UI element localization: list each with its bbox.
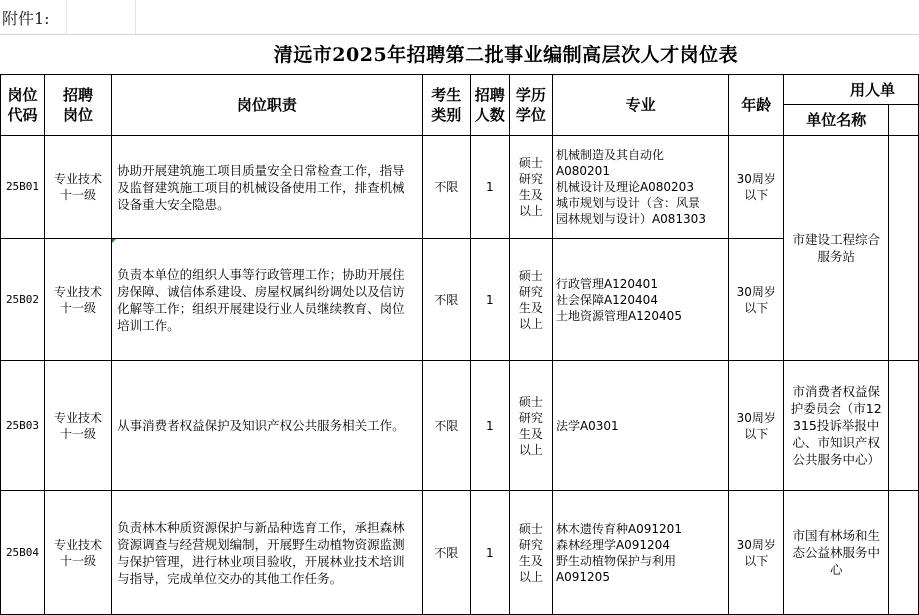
candidate-type: 不限 <box>422 239 470 361</box>
post-level: 专业技术 十一级 <box>45 491 112 615</box>
education: 硕士 研究 生及 以上 <box>509 239 552 361</box>
sheet-gridline <box>66 0 67 34</box>
header-post: 招聘 岗位 <box>45 75 112 136</box>
major-list: 行政管理A120401 社会保障A120404 土地资源管理A120405 <box>552 239 728 361</box>
duty-text: 负责本单位的组织人事等行政管理工作；协助开展住房保障、诚信体系建设、房屋权属纠纷调处以及信访化解等工作；组织开展建设行业人员继续教育、岗位培训工作。 <box>112 239 423 361</box>
sheet-gridline <box>0 34 919 35</box>
headcount: 1 <box>470 239 509 361</box>
positions-table <box>0 74 919 615</box>
age-limit: 30周岁 以下 <box>729 361 784 491</box>
unit-name: 市消费者权益保护委员会（市12315投诉举报中心、市知识产权公共服务中心） <box>784 361 889 491</box>
header-code: 岗位 代码 <box>1 75 45 136</box>
position-code: 25B04 <box>1 491 45 615</box>
position-code: 25B02 <box>1 239 45 361</box>
table-row <box>1 136 919 239</box>
table-row <box>1 239 919 361</box>
age-limit: 30周岁 以下 <box>729 239 784 361</box>
header-extra <box>889 105 919 136</box>
major-list: 机械制造及其自动化 A080201 机械设计及理论A080203 城市规划与设计（含：风景 园林规划与设计）A081303 <box>552 136 728 239</box>
extra-cell <box>889 491 919 615</box>
candidate-type: 不限 <box>422 491 470 615</box>
extra-cell <box>889 361 919 491</box>
age-limit: 30周岁 以下 <box>729 136 784 239</box>
extra-cell <box>889 136 919 361</box>
headcount: 1 <box>470 136 509 239</box>
major-list: 法学A0301 <box>552 361 728 491</box>
age-limit: 30周岁 以下 <box>729 491 784 615</box>
post-level: 专业技术 十一级 <box>45 239 112 361</box>
post-level: 专业技术 十一级 <box>45 136 112 239</box>
table-row <box>1 361 919 491</box>
header-unit-name: 单位名称 <box>784 105 889 136</box>
comment-marker-icon <box>112 239 116 243</box>
education: 硕士 研究 生及 以上 <box>509 491 552 615</box>
table-row <box>1 491 919 615</box>
header-employer: 用人单 <box>784 75 919 105</box>
header-candidate-type: 考生 类别 <box>422 75 470 136</box>
candidate-type: 不限 <box>422 136 470 239</box>
position-code: 25B01 <box>1 136 45 239</box>
duty-text: 协助开展建筑施工项目质量安全日常检查工作，指导及监督建筑施工项目的机械设备使用工作，排查机械设备重大安全隐患。 <box>112 136 423 239</box>
header-duty: 岗位职责 <box>112 75 423 136</box>
headcount: 1 <box>470 361 509 491</box>
attachment-label: 附件1: <box>2 9 50 28</box>
header-count: 招聘 人数 <box>470 75 509 136</box>
header-education: 学历 学位 <box>509 75 552 136</box>
position-code: 25B03 <box>1 361 45 491</box>
candidate-type: 不限 <box>422 361 470 491</box>
education: 硕士 研究 生及 以上 <box>509 361 552 491</box>
major-list: 林木遗传育种A091201 森林经理学A091204 野生动植物保护与利用 A091205 <box>552 491 728 615</box>
duty-text: 从事消费者权益保护及知识产权公共服务相关工作。 <box>112 361 423 491</box>
unit-name: 市国有林场和生态公益林服务中心 <box>784 491 889 615</box>
unit-name: 市建设工程综合服务站 <box>784 136 889 361</box>
header-major: 专业 <box>552 75 728 136</box>
headcount: 1 <box>470 491 509 615</box>
education: 硕士 研究 生及 以上 <box>509 136 552 239</box>
duty-text: 负责林木种质资源保护与新品种选育工作，承担森林资源调查与经营规划编制，开展野生动植物资源监测与保护管理，进行林业项目验收，开展林业技术培训与指导，完成单位交办的其他工作任务。 <box>112 491 423 615</box>
header-age: 年龄 <box>729 75 784 136</box>
page-title: 清远市2025年招聘第二批事业编制高层次人才岗位表 <box>273 44 739 66</box>
sheet-gridline <box>135 0 136 34</box>
post-level: 专业技术 十一级 <box>45 361 112 491</box>
